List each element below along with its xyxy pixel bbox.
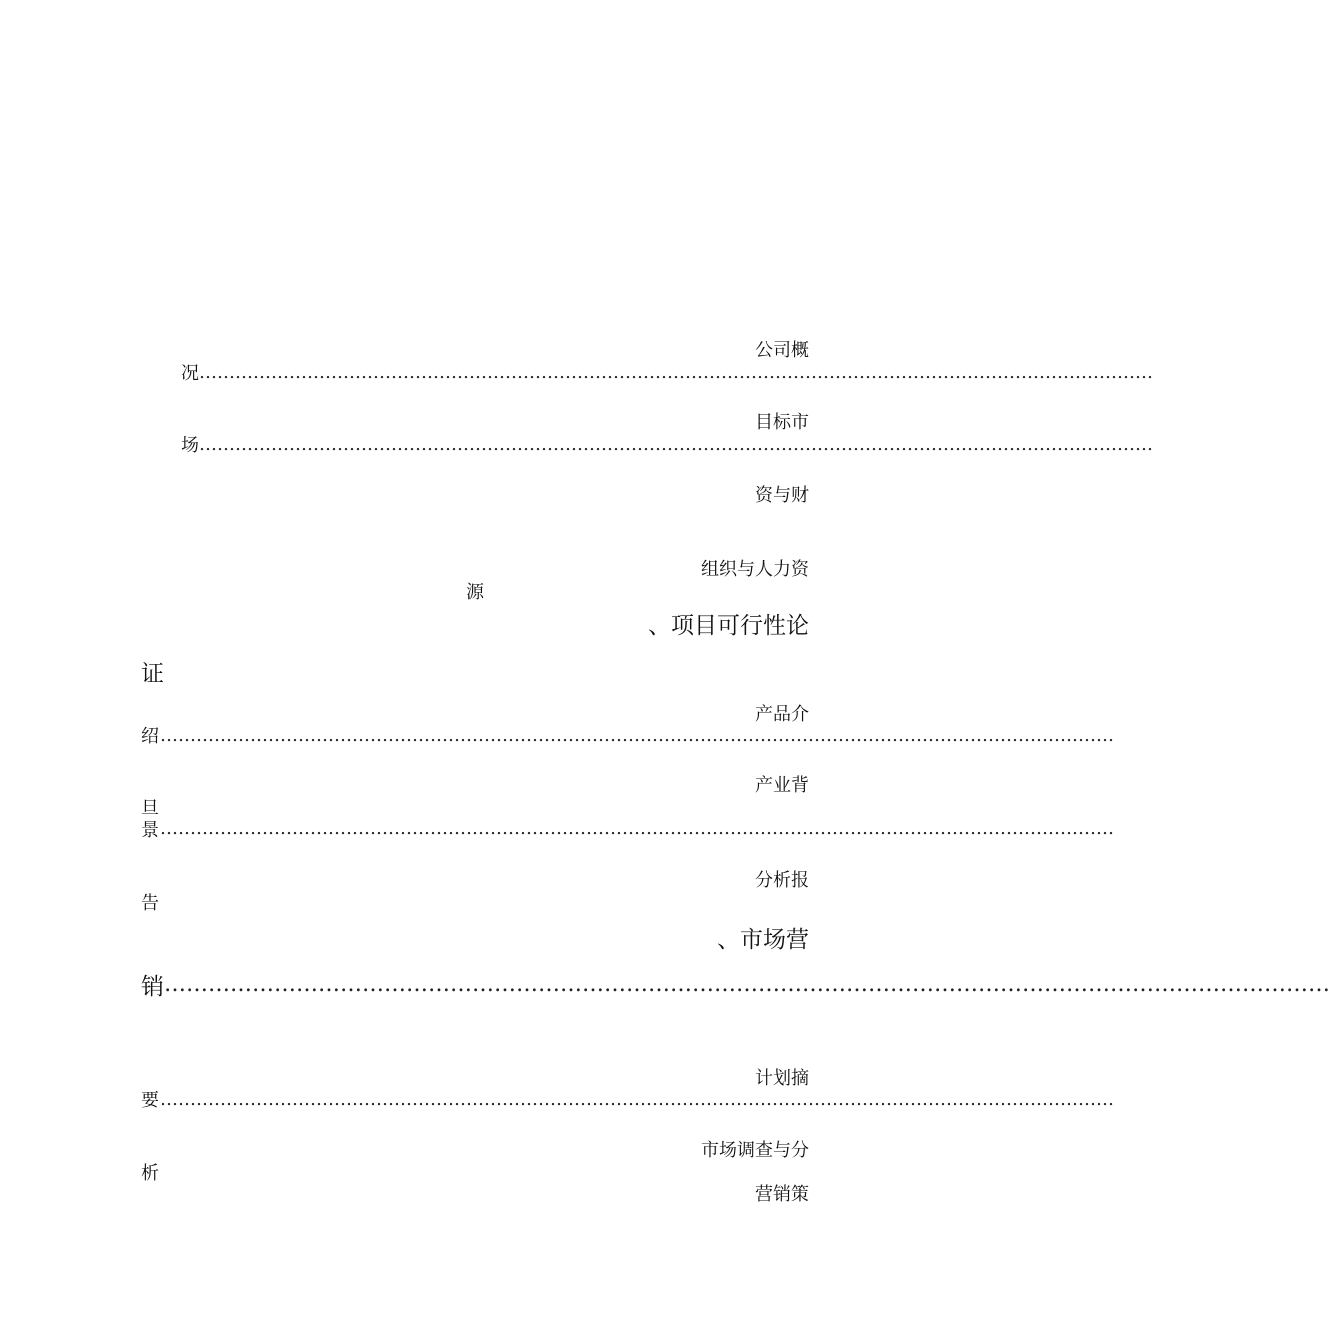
toc-entry-industry-bg-part1: 产业背 — [755, 775, 809, 796]
toc-entry-target-market-part1: 目标市 — [755, 412, 809, 433]
toc-entry-analysis-report-part2: 告 — [141, 893, 159, 914]
toc-section-marketing-part2: 销 — [141, 974, 164, 1000]
toc-entry-marketing-strategy: 营销策 — [755, 1184, 809, 1205]
toc-entry-org-hr-part2: 源 — [466, 582, 484, 603]
toc-entry-plan-summary-part1: 计划摘 — [755, 1068, 809, 1089]
toc-entry-org-hr-part1: 组织与人力资 — [701, 559, 809, 580]
toc-entry-plan-summary-part2: 要 — [141, 1090, 159, 1111]
toc-leader-dots: …………………………………………………………………………………………………………………………………………… — [160, 1089, 1114, 1110]
toc-entry-analysis-report-part1: 分析报 — [755, 870, 809, 891]
toc-entry-company-overview-part2: 况 — [181, 363, 199, 384]
toc-entry-company-overview-part1: 公司概 — [755, 340, 809, 361]
toc-entry-market-research-part1: 市场调查与分 — [701, 1140, 809, 1161]
toc-entry-industry-bg-part2: 旦 — [141, 798, 159, 819]
toc-entry-product-intro-part2: 绍 — [141, 726, 159, 747]
toc-leader-dots: …………………………………………………………………………………………………………………………………………… — [160, 725, 1114, 746]
toc-leader-dots: …………………………………………………………………………………………………………………………………………… — [160, 818, 1114, 839]
toc-entry-product-intro-part1: 产品介 — [755, 704, 809, 725]
toc-leader-dots: …………………………………………………………………………………………………………………………………………… — [199, 434, 1153, 455]
toc-section-feasibility-part1: 、项目可行性论 — [648, 613, 809, 639]
toc-leader-dots: …………………………………………………………………………………………………………………………………………… — [199, 362, 1153, 383]
toc-entry-market-research-part2: 析 — [141, 1163, 159, 1184]
toc-entry-target-market-part2: 场 — [181, 435, 199, 456]
toc-entry-investment-finance: 资与财 — [755, 485, 809, 506]
toc-section-feasibility-part2: 证 — [141, 661, 164, 687]
toc-leader-dots: …………………………………………………………………………………………………………………………………………… — [164, 972, 1330, 997]
toc-entry-industry-bg-part3: 景 — [141, 820, 159, 841]
toc-section-marketing-part1: 、市场营 — [717, 927, 809, 953]
